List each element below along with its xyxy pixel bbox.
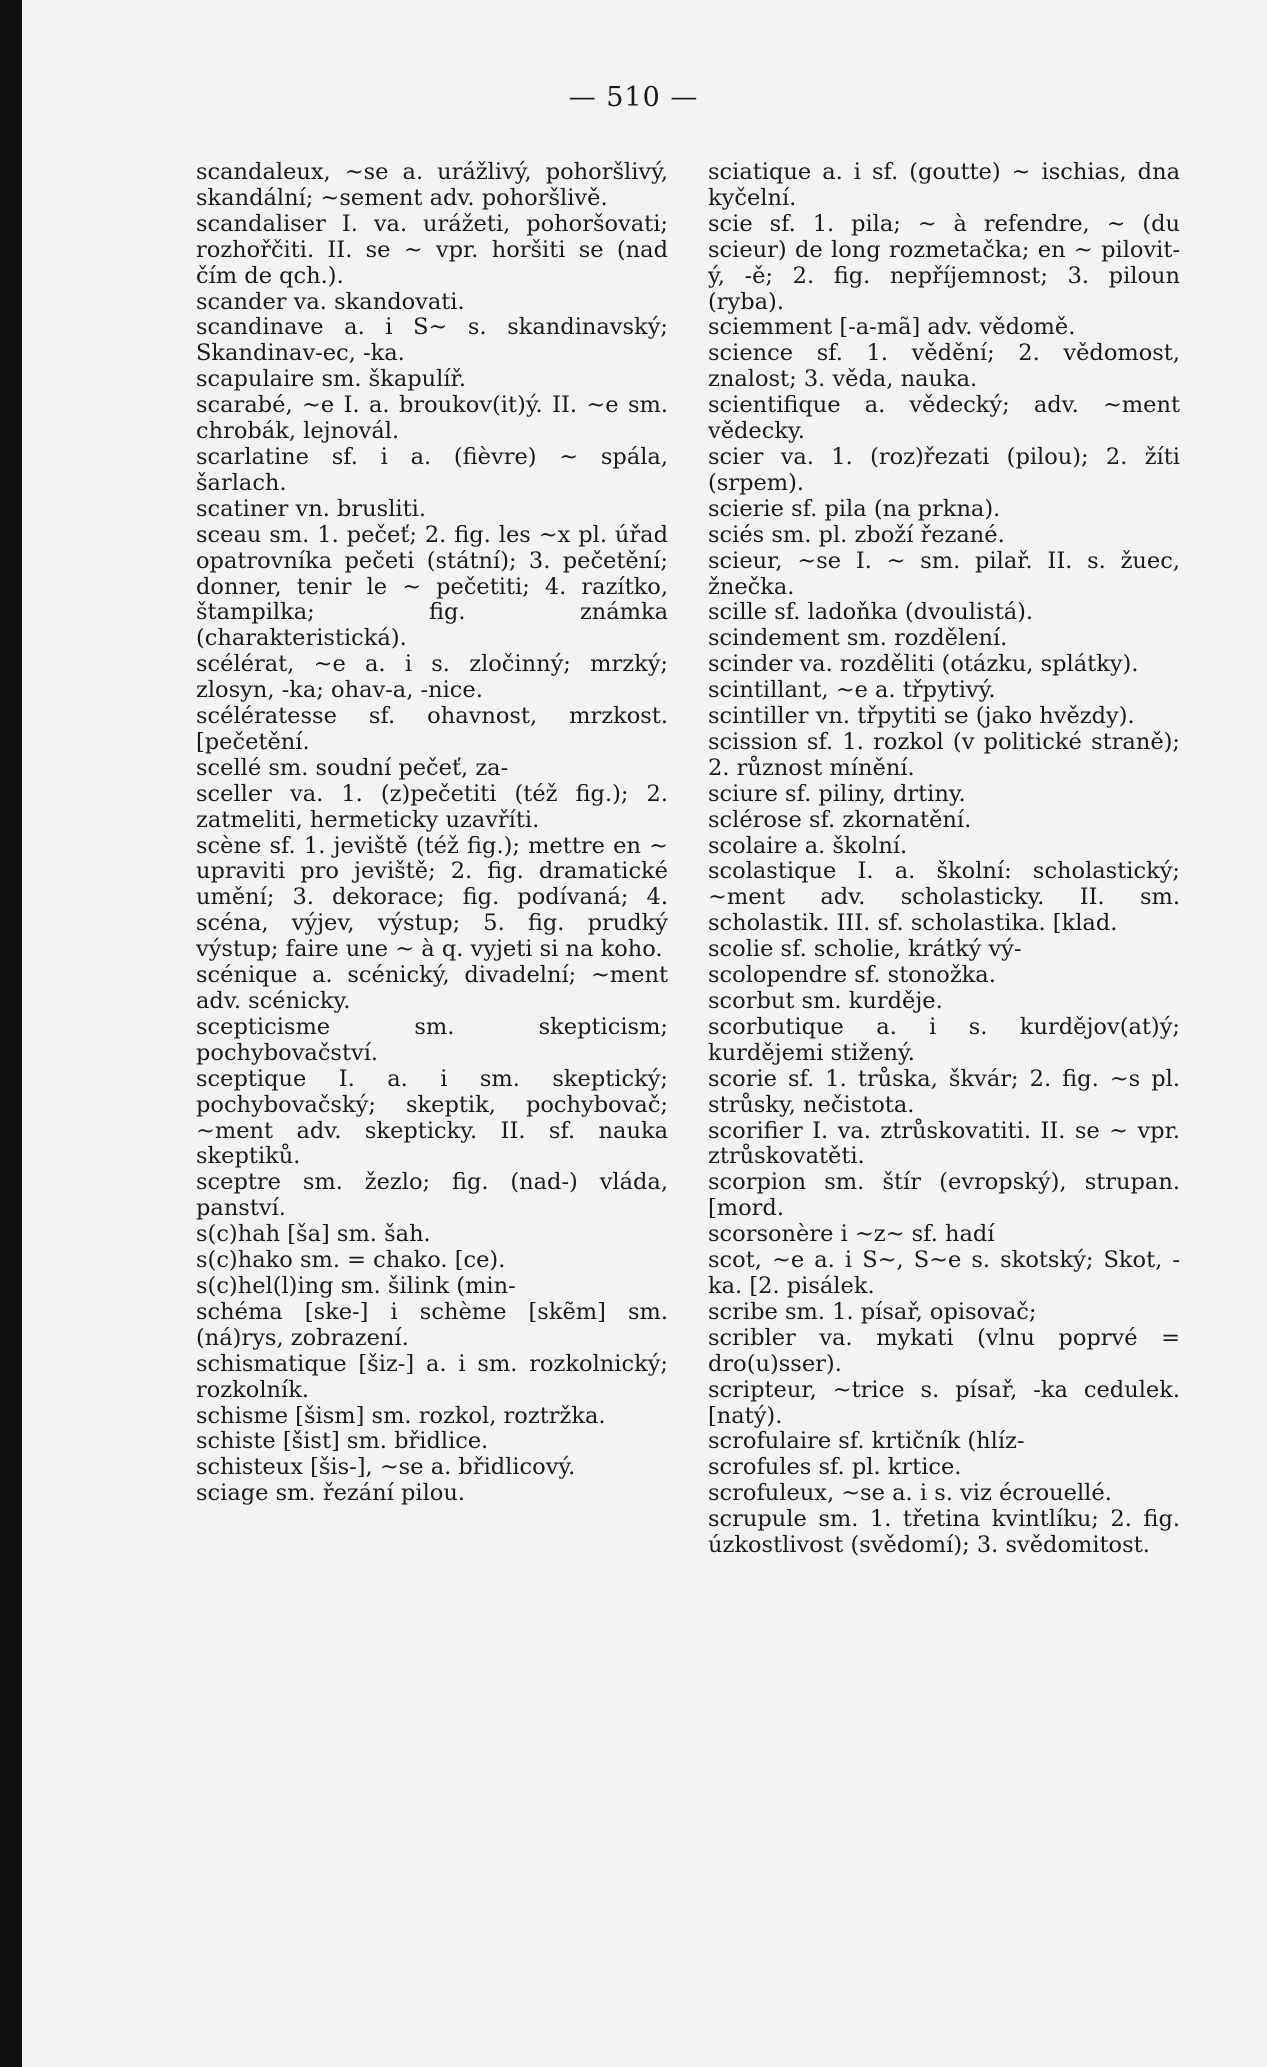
dictionary-entry: sceptique I. a. i sm. skeptický; pochybovačský; skeptik, pochybovač; ~ment adv. skepticky. II. sf. nauka skeptiků.: [196, 1065, 668, 1170]
dictionary-entry: scintiller vn. třpytiti se (jako hvězdy).: [708, 703, 1135, 730]
dictionary-entry: sciés sm. pl. zboží řezané.: [708, 521, 1005, 548]
dictionary-entry: scie sf. 1. pila; ~ à refendre, ~ (du scieur) de long rozmetačka; en ~ pilovit-ý, -ě; 2. fig. nepříjemnost; 3. piloun (ryba).: [708, 210, 1180, 315]
dictionary-entry: scission sf. 1. rozkol (v politické straně); 2. různost mínění.: [708, 728, 1180, 781]
scan-border: [0, 0, 22, 2067]
dictionary-entry: sceptre sm. žezlo; fig. (nad-) vláda, panství.: [196, 1169, 668, 1222]
dictionary-entry: scélératesse sf. ohavnost, mrzkost. [pečetění.: [196, 703, 668, 755]
left-column: [196, 160, 668, 1507]
dictionary-entry: scorbutique a. i s. kurdějov(at)ý; kurdějemi stižený.: [708, 1013, 1180, 1066]
dictionary-entry: scénique a. scénický, divadelní; ~ment adv. scénicky.: [196, 962, 668, 1014]
dictionary-entry: scolastique I. a. školní: scholastický; ~ment adv. scholasticky. II. sm. scholastik. III. sf. scholastika. [klad.: [708, 858, 1180, 937]
dictionary-entry: scandaliser I. va. urážeti, pohoršovati; rozhořčiti. II. se ~ vpr. horšiti se (nad čím de qch.).: [196, 210, 668, 289]
dictionary-entry: scrofulaire sf. krtičník (hlíz-: [708, 1428, 1025, 1455]
dictionary-entry: scarlatine sf. i a. (fièvre) ~ spála, šarlach.: [196, 443, 668, 496]
dictionary-entry: scille sf. ladoňka (dvoulistá).: [708, 599, 1034, 626]
dictionary-entry: sciure sf. piliny, drtiny.: [708, 780, 966, 807]
page-number: — 510 —: [568, 82, 699, 113]
dictionary-entry: scarabé, ~e I. a. broukov(it)ý. II. ~e sm. chrobák, lejnovál.: [196, 392, 668, 445]
dictionary-entry: scellé sm. soudní pečeť, za-: [196, 754, 509, 781]
right-column: [708, 160, 1180, 1559]
dictionary-entry: scolaire a. školní.: [708, 832, 908, 859]
dictionary-entry: sceau sm. 1. pečeť; 2. fig. les ~x pl. úřad opatrovníka pečeti (státní); 3. pečetění; donner, tenir le ~ pečetiti; 4. razítko, štampilka; fig. známka (charakteristická).: [196, 521, 668, 652]
dictionary-entry: schisteux [šis-], ~se a. břidlicový.: [196, 1454, 576, 1481]
dictionary-entry: scot, ~e a. i S~, S~e s. skotský; Skot, -ka. [2. pisálek.: [708, 1247, 1180, 1299]
dictionary-entry: scatiner vn. brusliti.: [196, 495, 426, 522]
dictionary-entry: scolie sf. scholie, krátký vý-: [708, 936, 1022, 963]
dictionary-entry: scintillant, ~e a. třpytivý.: [708, 677, 996, 704]
dictionary-entry: scorifier I. va. ztrůskovatiti. II. se ~ vpr. ztrůskovatěti.: [708, 1117, 1180, 1170]
dictionary-entry: scandinave a. i S~ s. skandinavský; Skandinav-ec, -ka.: [196, 314, 668, 367]
dictionary-entry: scorie sf. 1. trůska, škvár; 2. fig. ~s pl. strůsky, nečistota.: [708, 1065, 1180, 1118]
dictionary-entry: scribe sm. 1. písař, opisovač;: [708, 1298, 1037, 1325]
dictionary-entry: scindement sm. rozdělení.: [708, 625, 1008, 652]
dictionary-entry: sceller va. 1. (z)pečetiti (též fig.); 2. zatmeliti, hermeticky uzavříti.: [196, 780, 668, 833]
dictionary-entry: scientifique a. vědecký; adv. ~ment vědecky.: [708, 392, 1180, 445]
dictionary-entry: scandaleux, ~se a. urážlivý, pohoršlivý, skandální; ~sement adv. pohoršlivě.: [196, 159, 668, 211]
dictionary-entry: scierie sf. pila (na prkna).: [708, 495, 1001, 522]
dictionary-entry: scapulaire sm. škapulíř.: [196, 366, 466, 393]
dictionary-entry: scripteur, ~trice s. písař, -ka cedulek. [natý).: [708, 1376, 1180, 1429]
dictionary-entry: schiste [šist] sm. břidlice.: [196, 1428, 489, 1455]
dictionary-entry: sciemment [-a-mã] adv. vědomě.: [708, 314, 1076, 341]
dictionary-entry: scrofuleux, ~se a. i s. viz écrouellé.: [708, 1480, 1112, 1507]
dictionary-entry: sciage sm. řezání pilou.: [196, 1480, 465, 1507]
dictionary-entry: scrupule sm. 1. třetina kvintlíku; 2. fig. úzkostlivost (svědomí); 3. svědomitost.: [708, 1506, 1180, 1559]
dictionary-entry: scribler va. mykati (vlnu poprvé = dro(u)sser).: [708, 1324, 1180, 1377]
dictionary-entry: scepticisme sm. skepticism; pochybovačství.: [196, 1013, 668, 1066]
dictionary-entry: s(c)hako sm. = chako. [ce).: [196, 1247, 506, 1274]
dictionary-entry: scier va. 1. (roz)řezati (pilou); 2. žíti (srpem).: [708, 443, 1180, 496]
dictionary-entry: science sf. 1. vědění; 2. vědomost, znalost; 3. věda, nauka.: [708, 340, 1180, 393]
dictionary-entry: scorsonère i ~z~ sf. hadí: [708, 1221, 995, 1248]
dictionary-entry: schismatique [šiz-] a. i sm. rozkolnický; rozkolník.: [196, 1350, 668, 1403]
dictionary-entry: scinder va. rozděliti (otázku, splátky).: [708, 651, 1139, 678]
dictionary-entry: sciatique a. i sf. (goutte) ~ ischias, dna kyčelní.: [708, 159, 1180, 211]
dictionary-entry: scrofules sf. pl. krtice.: [708, 1454, 962, 1481]
dictionary-entry: schisme [šism] sm. rozkol, roztržka.: [196, 1402, 606, 1429]
dictionary-entry: s(c)hah [ša] sm. šah.: [196, 1221, 431, 1248]
dictionary-entry: scander va. skandovati.: [196, 288, 465, 315]
dictionary-entry: scélérat, ~e a. i s. zločinný; mrzký; zlosyn, -ka; ohav-a, -nice.: [196, 651, 668, 704]
dictionary-entry: scorbut sm. kurděje.: [708, 988, 943, 1014]
dictionary-entry: schéma [ske-] i schème [skẽm] sm. (ná)rys, zobrazení.: [196, 1298, 668, 1351]
dictionary-entry: s(c)hel(l)ing sm. šilink (min-: [196, 1272, 516, 1299]
dictionary-entry: scolopendre sf. stonožka.: [708, 962, 996, 989]
dictionary-entry: sclérose sf. zkornatění.: [708, 806, 972, 833]
dictionary-entry: scieur, ~se I. ~ sm. pilař. II. s. žuec, žnečka.: [708, 547, 1180, 600]
dictionary-entry: scorpion sm. štír (evropský), strupan. [mord.: [708, 1169, 1180, 1222]
dictionary-entry: scène sf. 1. jeviště (též fig.); mettre en ~ upraviti pro jeviště; 2. fig. dramatické umění; 3. dekorace; fig. podívaná; 4. scéna, výjev, výstup; 5. fig. prudký výstup; faire une ~ à q. vyjeti si na koho.: [196, 832, 668, 963]
